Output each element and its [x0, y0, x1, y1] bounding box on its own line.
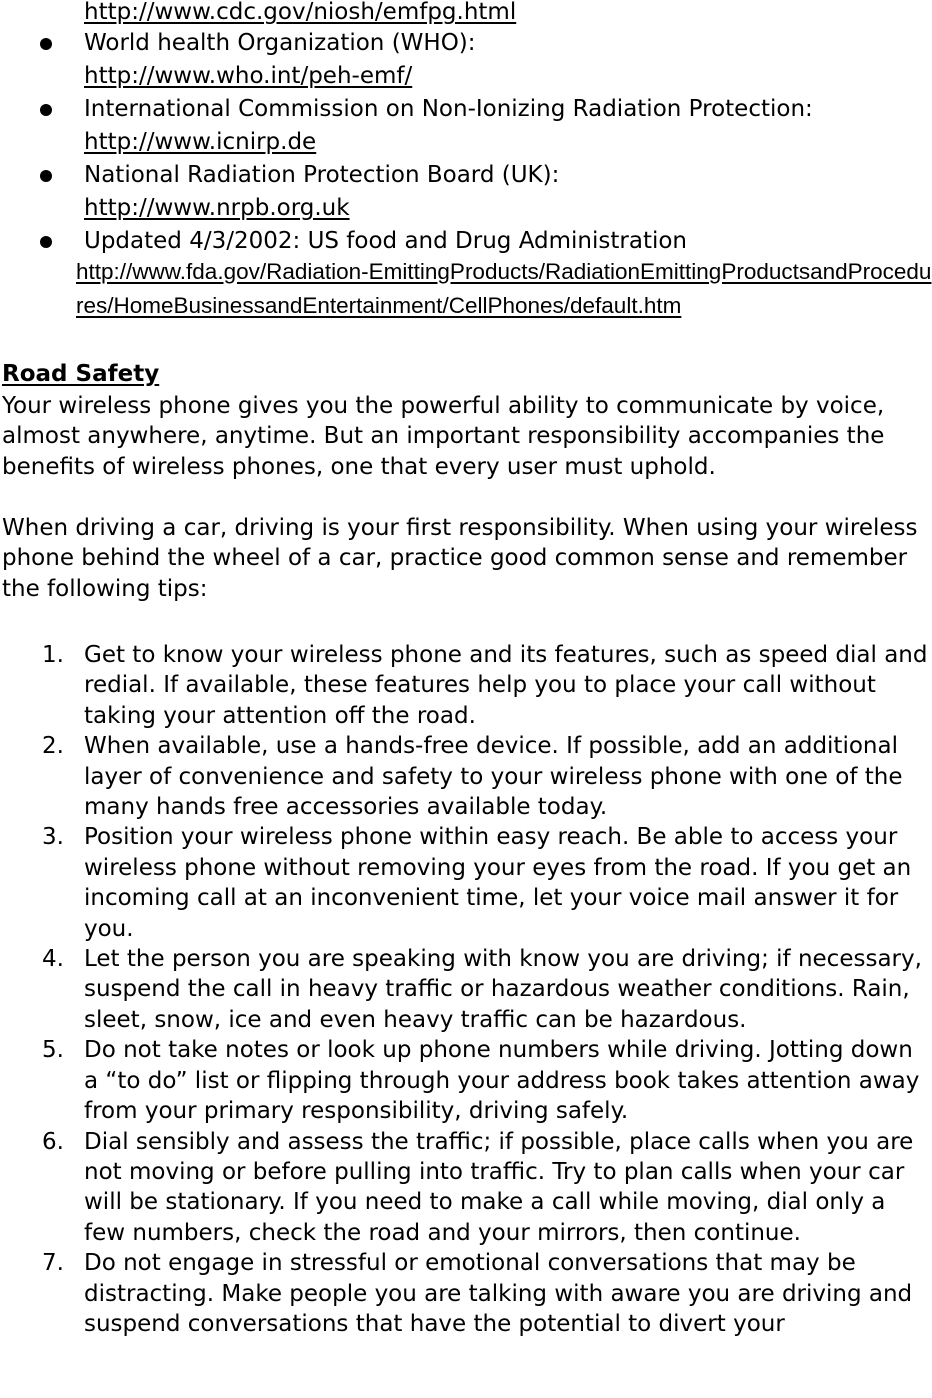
reference-label: International Commission on Non-Ionizing Radiation Protection: — [84, 96, 813, 122]
bullet-icon — [40, 38, 52, 50]
icnirp-link[interactable]: http://www.icnirp.de — [84, 129, 317, 155]
tips-list — [0, 640, 932, 1339]
list-number: 2. — [42, 733, 64, 760]
bullet-icon — [40, 236, 52, 248]
list-item — [0, 944, 932, 1035]
bullet-icon — [40, 170, 52, 182]
list-number: 3. — [42, 824, 64, 851]
list-text: Get to know your wireless phone and its features, such as speed dial and redial. If available, these features help you to place your call without taking your attention off the road. — [84, 642, 928, 729]
list-number: 7. — [42, 1250, 64, 1277]
reference-label: National Radiation Protection Board (UK): — [84, 162, 560, 188]
reference-label: World health Organization (WHO): — [84, 30, 476, 56]
list-text: Position your wireless phone within easy reach. Be able to access your wireless phone without removing your eyes from the road. If you get an incoming call at an inconvenient time, let your voice mail answer it for you. — [84, 824, 912, 942]
list-text: Do not engage in stressful or emotional conversations that may be distracting. Make people you are talking with aware you are driving and suspend conversations that have the potential to divert your — [84, 1250, 913, 1337]
list-text: Let the person you are speaking with know you are driving; if necessary, suspend the call in heavy traffic or hazardous weather conditions. Rain, sleet, snow, ice and even heavy traffic can be hazardous. — [84, 946, 922, 1033]
list-item — [0, 1035, 932, 1126]
list-number: 5. — [42, 1037, 64, 1064]
paragraph-intro: Your wireless phone gives you the powerful ability to communicate by voice, almost anywhere, anytime. But an important responsibility accompanies the benefits of wireless phones, one that every user must uphold. — [2, 393, 885, 480]
bullet-icon — [40, 104, 52, 116]
list-item — [0, 822, 932, 944]
list-item — [0, 731, 932, 822]
list-item — [0, 1127, 932, 1249]
who-link[interactable]: http://www.who.int/peh-emf/ — [84, 63, 413, 89]
list-text: Do not take notes or look up phone numbers while driving. Jotting down a “to do” list or flipping through your address book takes attention away from your primary responsibility, driving safely. — [84, 1037, 920, 1125]
fda-link[interactable]: http://www.fda.gov/Radiation-EmittingProducts/RadiationEmittingProductsandProcedures/HomeBusinessandEntertainment/CellPhones/default.htm — [76, 259, 932, 318]
list-number: 1. — [42, 642, 64, 668]
nrpb-link[interactable]: http://www.nrpb.org.uk — [84, 195, 350, 221]
list-text: When available, use a hands-free device. If possible, add an additional layer of convenience and safety to your wireless phone with one of the many hands free accessories available today. — [84, 733, 903, 821]
reference-label: Updated 4/3/2002: US food and Drug Administration — [84, 228, 687, 254]
cdc-niosh-link[interactable]: http://www.cdc.gov/niosh/emfpg.html — [84, 0, 517, 25]
list-number: 4. — [42, 946, 64, 973]
paragraph-driving: When driving a car, driving is your first responsibility. When using your wireless phone behind the wheel of a car, practice good common sense and remember the following tips: — [2, 515, 918, 602]
list-item — [0, 1248, 932, 1339]
list-text: Dial sensibly and assess the traffic; if possible, place calls when you are not moving or before pulling into traffic. Try to plan calls when your car will be stationary. If you need to make a call while moving, dial only a few numbers, check the road and your mirrors, then continue. — [84, 1128, 914, 1246]
section-title: Road Safety — [2, 361, 160, 387]
list-item — [0, 640, 932, 731]
list-number: 6. — [42, 1128, 64, 1155]
